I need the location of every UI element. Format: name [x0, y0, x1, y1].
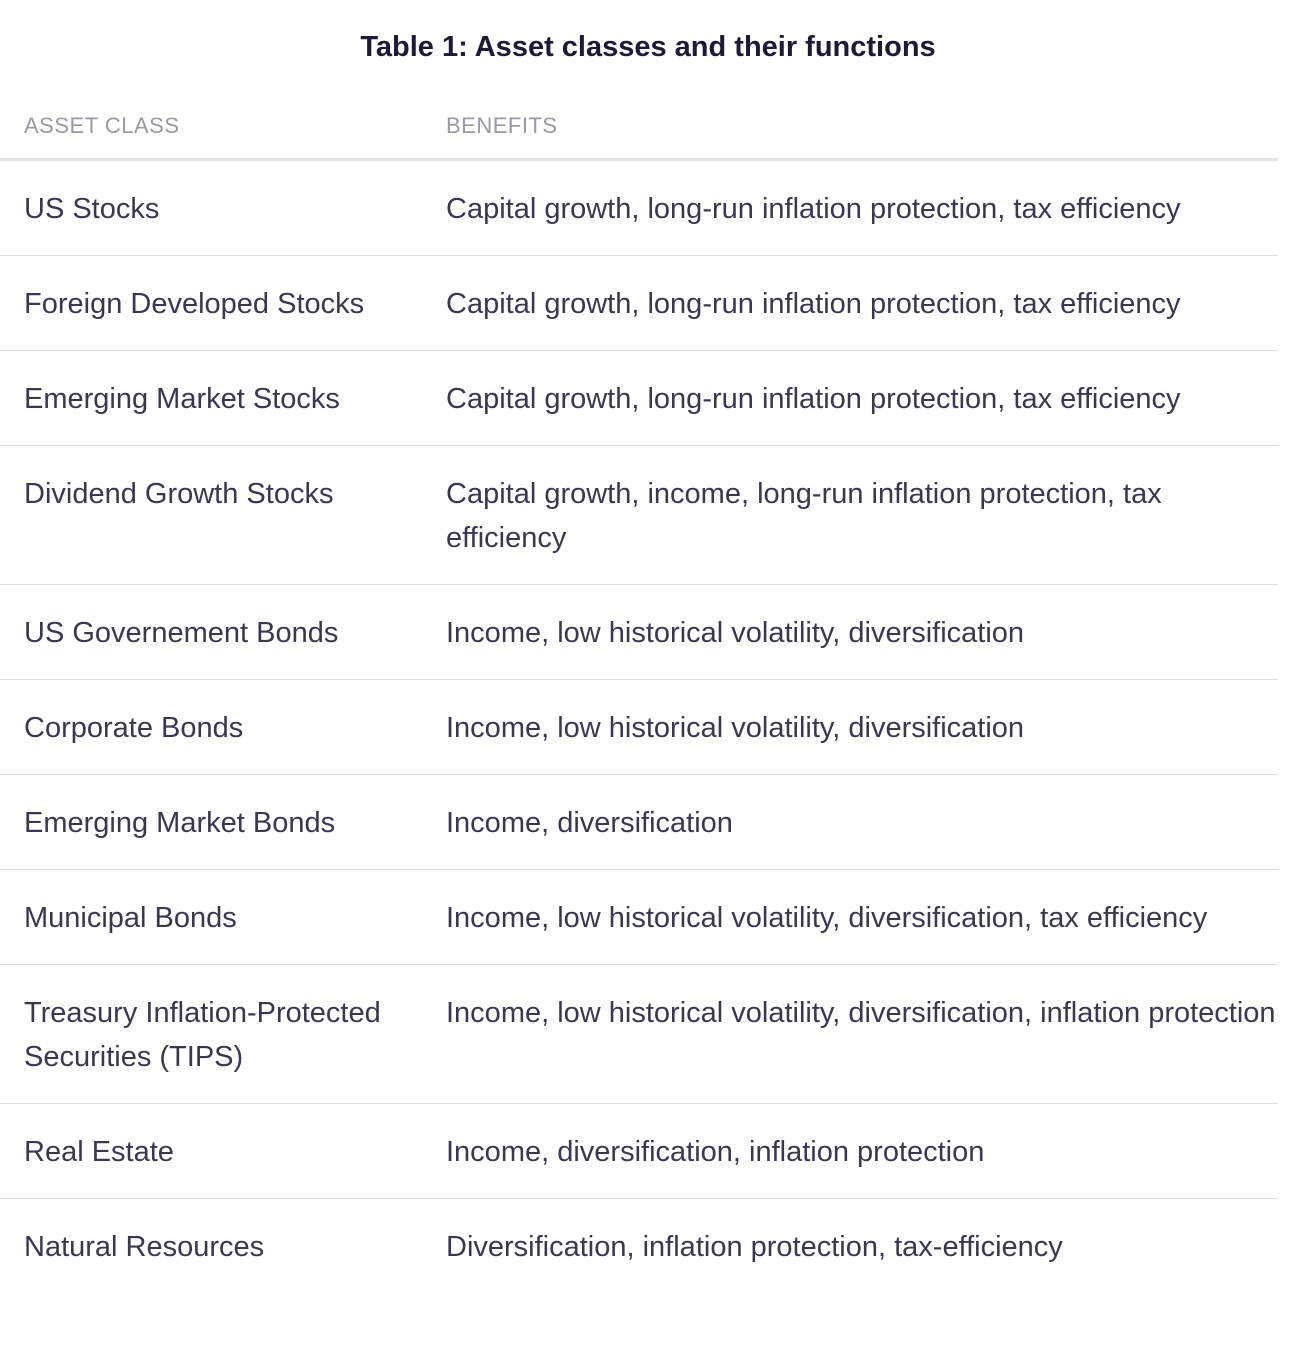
asset-class-cell: Emerging Market Stocks [0, 351, 422, 446]
benefits-cell: Capital growth, long-run inflation protection, tax efficiency [422, 160, 1278, 256]
asset-class-cell: Natural Resources [24, 1231, 265, 1263]
header-benefits: BENEFITS [422, 92, 1278, 160]
table-row [0, 1199, 1278, 1294]
asset-class-cell: Foreign Developed Stocks [0, 256, 422, 351]
table-row [0, 585, 1278, 680]
asset-class-cell: Real Estate [0, 1104, 422, 1199]
table-header-row [0, 92, 1278, 160]
benefits-cell: Income, low historical volatility, diversification, tax efficiency [422, 870, 1278, 965]
asset-class-cell: Dividend Growth Stocks [0, 446, 422, 585]
asset-class-cell: Emerging Market Bonds [0, 775, 422, 870]
benefits-cell: Income, low historical volatility, diversification [422, 585, 1278, 680]
benefits-cell: Income, diversification, inflation protection [422, 1104, 1278, 1199]
table-row [0, 965, 1278, 1104]
benefits-cell: Income, diversification [422, 775, 1278, 870]
benefits-cell: Capital growth, income, long-run inflation protection, tax efficiency [422, 446, 1278, 585]
asset-class-cell: Treasury Inflation-Protected Securities (TIPS) [0, 965, 422, 1104]
asset-class-cell: US Stocks [0, 160, 422, 256]
table-row [0, 775, 1278, 870]
table-row [0, 446, 1278, 585]
asset-classes-table [0, 92, 1278, 1293]
table-row [0, 870, 1278, 965]
benefits-cell: Income, low historical volatility, diversification [422, 680, 1278, 775]
benefits-cell: Capital growth, long-run inflation protection, tax efficiency [422, 256, 1278, 351]
table-row [0, 1104, 1278, 1199]
table-row [0, 351, 1278, 446]
header-asset-class: ASSET CLASS [0, 92, 422, 160]
table-row [0, 160, 1278, 256]
benefits-cell: Income, low historical volatility, diversification, inflation protection [422, 965, 1278, 1104]
benefits-cell: Capital growth, long-run inflation protection, tax efficiency [422, 351, 1278, 446]
asset-class-cell: US Governement Bonds [0, 585, 422, 680]
table-row [0, 256, 1278, 351]
benefits-cell: Diversification, inflation protection, tax-efficiency [446, 1231, 1063, 1263]
asset-class-cell: Corporate Bonds [0, 680, 422, 775]
table-row [0, 680, 1278, 775]
table-caption: Table 1: Asset classes and their functions [360, 31, 936, 63]
asset-class-cell: Municipal Bonds [0, 870, 422, 965]
